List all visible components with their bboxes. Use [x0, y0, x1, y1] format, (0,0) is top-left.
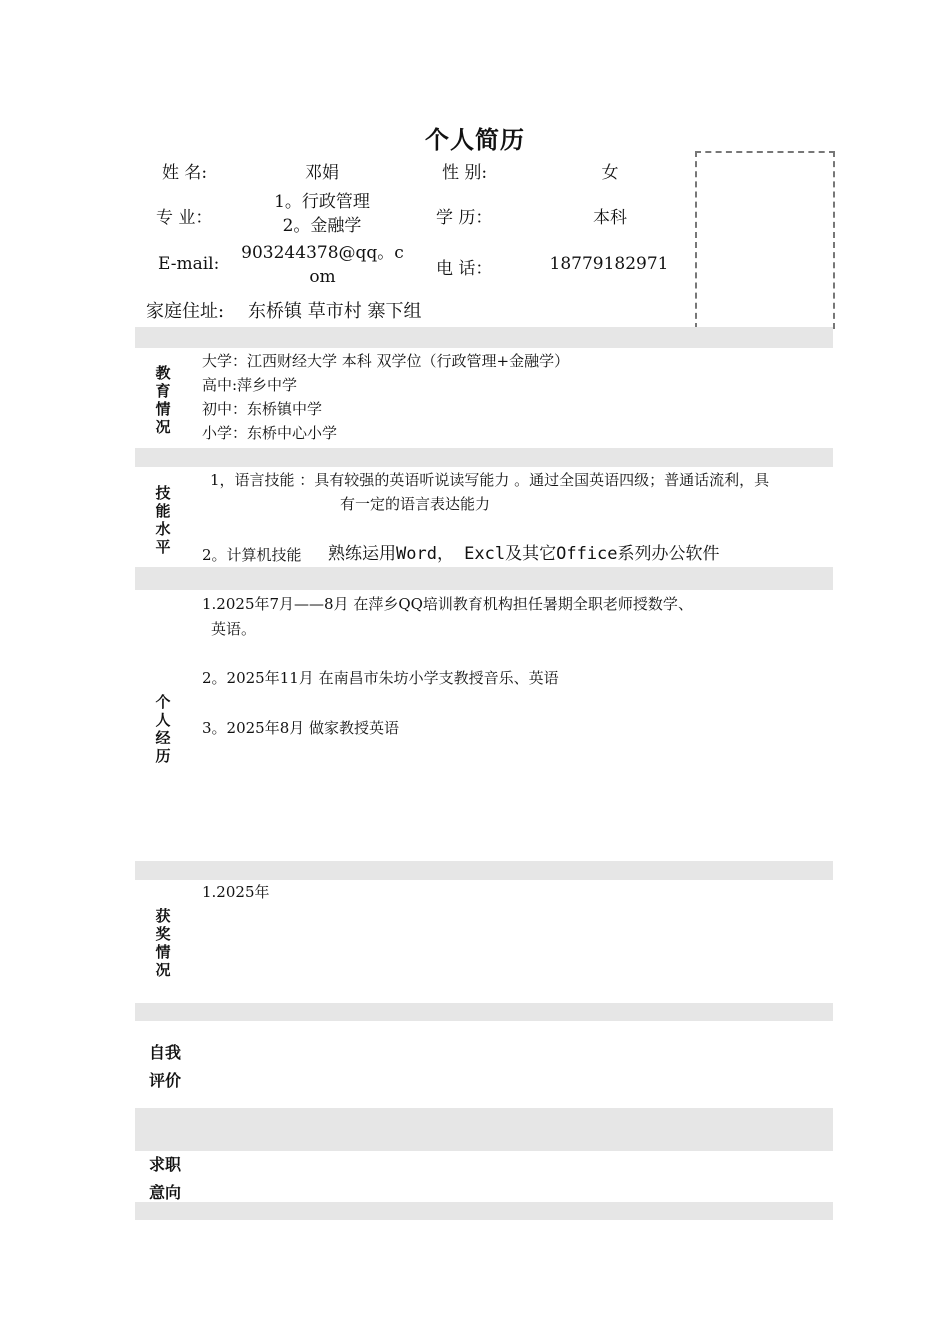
gender-label: 性 别: [442, 163, 488, 183]
job-intent-heading: 求职 意向 [148, 1155, 181, 1202]
major-line-1: 1。行政管理 [274, 192, 370, 212]
education-level-value: 本科 [593, 208, 627, 228]
section-divider [135, 861, 833, 880]
section-divider [135, 1108, 833, 1151]
experience-item-1-line-2: 英语。 [211, 620, 257, 638]
list-item: 大学：江西财经大学 本科 双学位（行政管理+金融学） [202, 352, 570, 370]
education-level-label: 学 历： [436, 208, 493, 228]
phone-label: 电 话： [436, 259, 493, 279]
section-divider [135, 1202, 833, 1220]
email-line-2: om [309, 267, 336, 287]
photo-placeholder [695, 151, 835, 329]
language-skill-line-2: 有一定的语言表达能力 [340, 495, 491, 513]
list-item: 小学：东桥中心小学 [202, 424, 338, 442]
skills-heading: 技 能 水 平 [155, 484, 171, 556]
name-label: 姓 名: [162, 163, 208, 183]
section-divider [135, 1003, 833, 1021]
email-value [240, 241, 405, 289]
experience-heading: 个 人 经 历 [155, 693, 171, 765]
experience-item-3: 3。2025年8月 做家教授英语 [202, 719, 400, 737]
language-skill-line-1: 1，语言技能 ：具有较强的英语听说读写能力 。通过全国英语四级；普通话流利，具 [210, 471, 770, 489]
major-label: 专 业： [156, 208, 213, 228]
major-value [242, 190, 402, 238]
section-divider [135, 327, 833, 348]
self-evaluation-heading: 自我 评价 [148, 1043, 181, 1090]
education-list [202, 349, 569, 445]
section-divider [135, 567, 833, 590]
name-value: 邓娟 [305, 163, 339, 183]
email-label: E-mail: [158, 254, 220, 274]
gender-value: 女 [601, 163, 619, 183]
address-value: 东桥镇 草市村 寨下组 [248, 301, 422, 322]
education-heading: 教 育 情 况 [155, 364, 171, 436]
computer-skill-desc: 熟练运用Word， Excl及其它Office系列办公软件 [328, 544, 720, 564]
awards-heading: 获 奖 情 况 [155, 907, 171, 979]
email-line-1: 903244378@qq。c [241, 243, 404, 263]
computer-skill-label: 2。计算机技能 [202, 546, 302, 564]
awards-item-1: 1.2025年 [202, 883, 270, 901]
experience-item-2: 2。2025年11月 在南昌市朱坊小学支教授音乐、英语 [202, 669, 559, 687]
address-label: 家庭住址: [146, 301, 225, 322]
major-line-2: 2。金融学 [282, 216, 362, 236]
experience-item-1-line-1: 1.2025年7月——8月 在萍乡QQ培训教育机构担任暑期全职老师授数学、 [202, 595, 693, 613]
section-divider [135, 448, 833, 467]
list-item: 高中:萍乡中学 [202, 376, 298, 394]
phone-value: 18779182971 [549, 254, 669, 274]
resume-title: 个人简历 [425, 125, 525, 154]
list-item: 初中：东桥镇中学 [202, 400, 323, 418]
